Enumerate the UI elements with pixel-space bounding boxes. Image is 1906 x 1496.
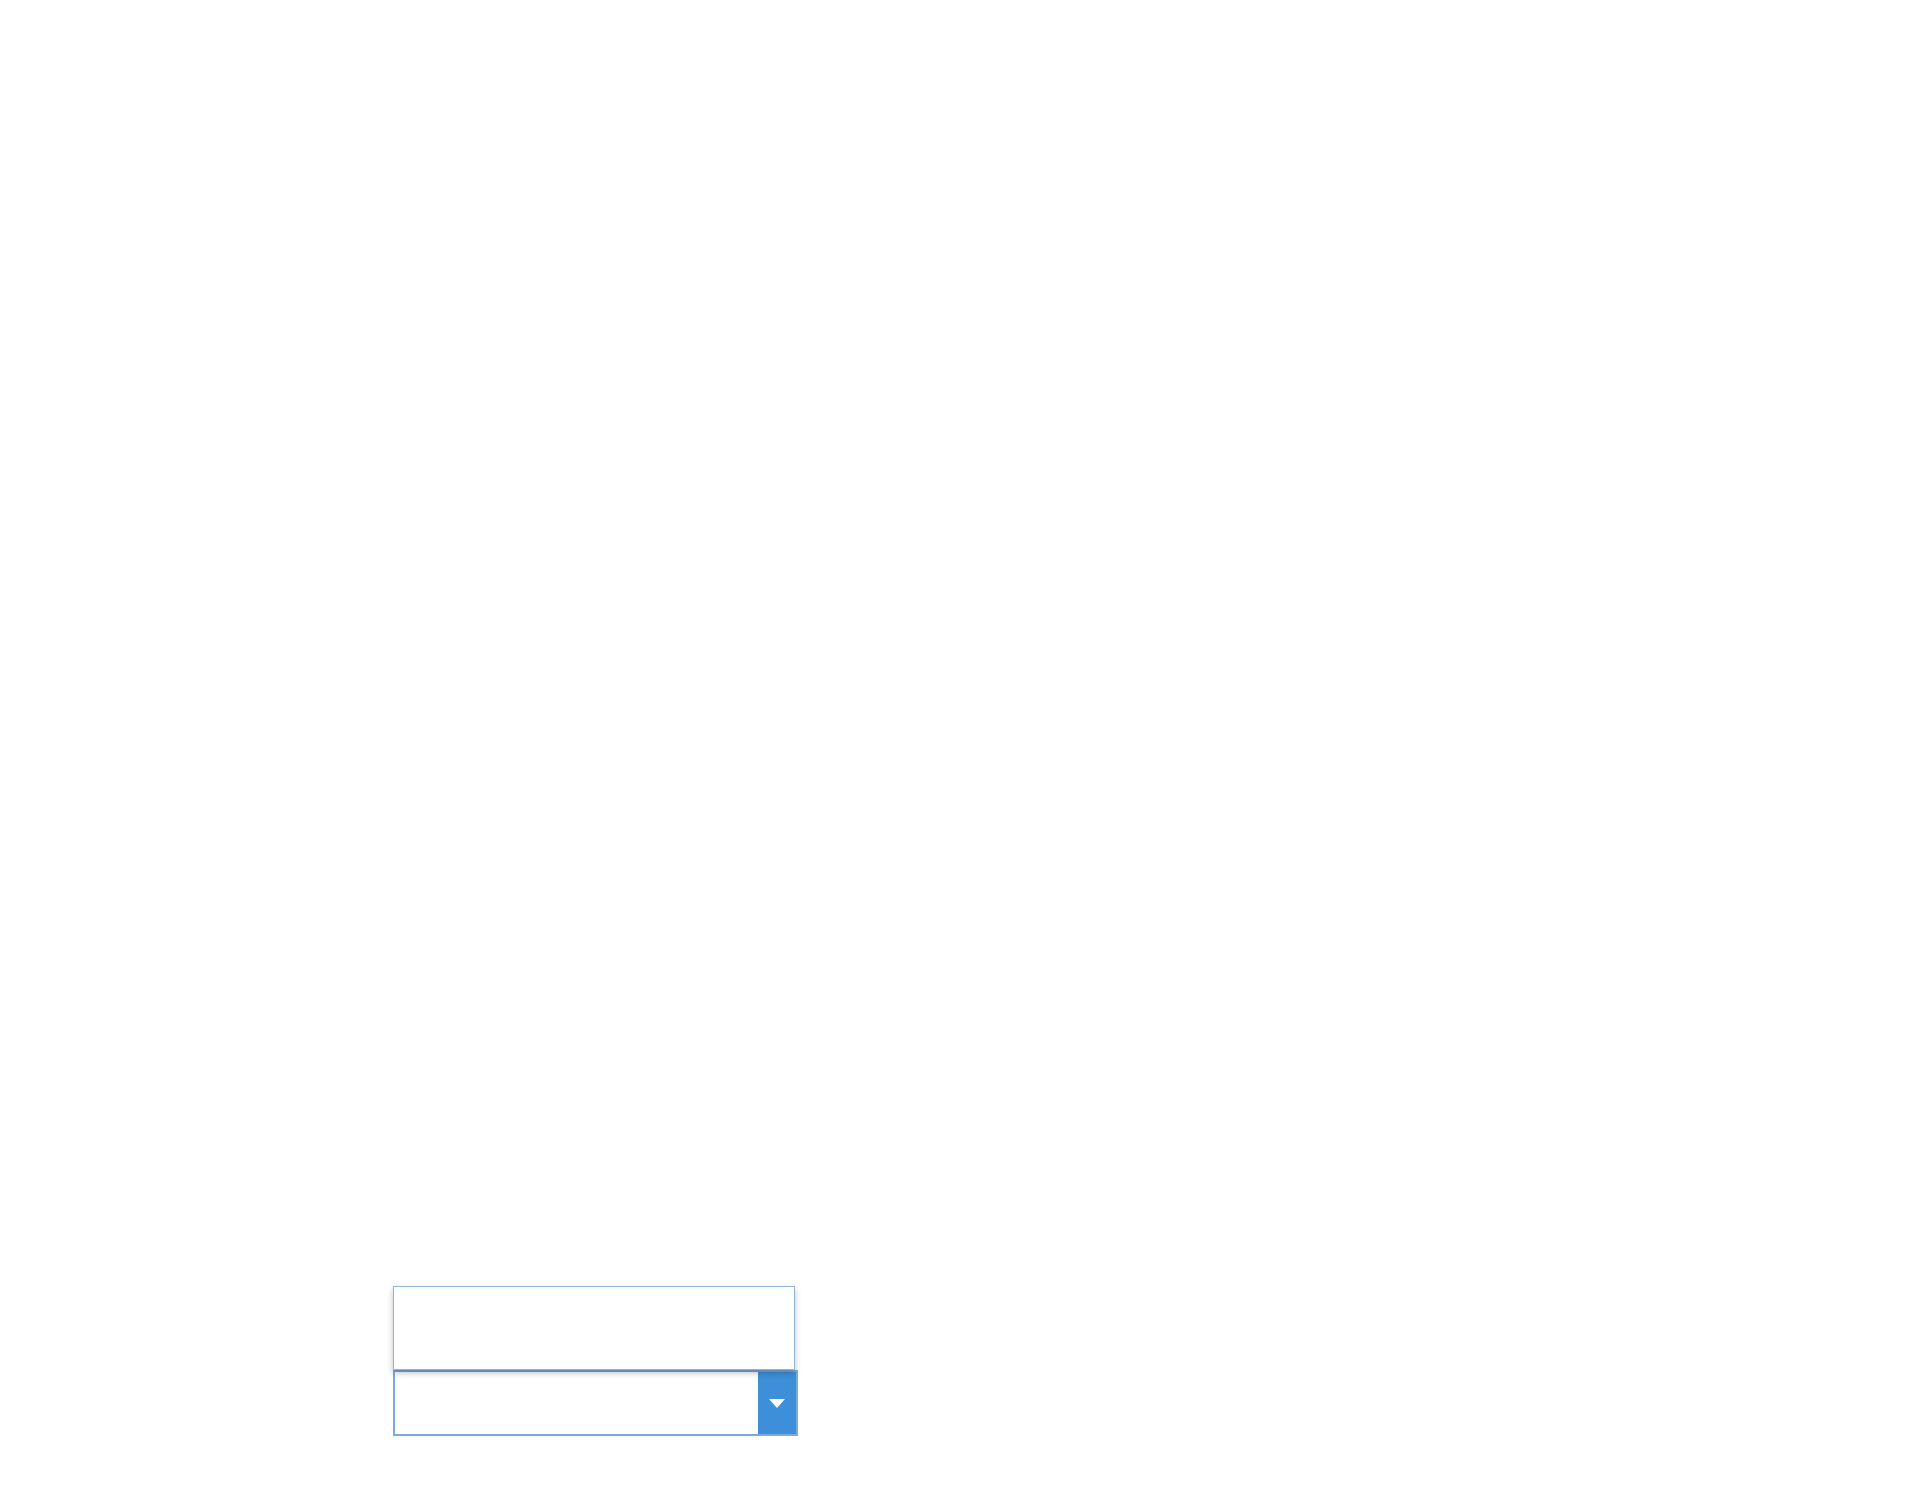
dropdown-option[interactable]	[394, 1287, 794, 1327]
part-dropdown-list	[393, 1286, 795, 1370]
dropdown-option-none[interactable]	[394, 1327, 794, 1367]
part-select-input[interactable]	[393, 1370, 798, 1436]
chevron-down-icon[interactable]	[758, 1372, 796, 1434]
